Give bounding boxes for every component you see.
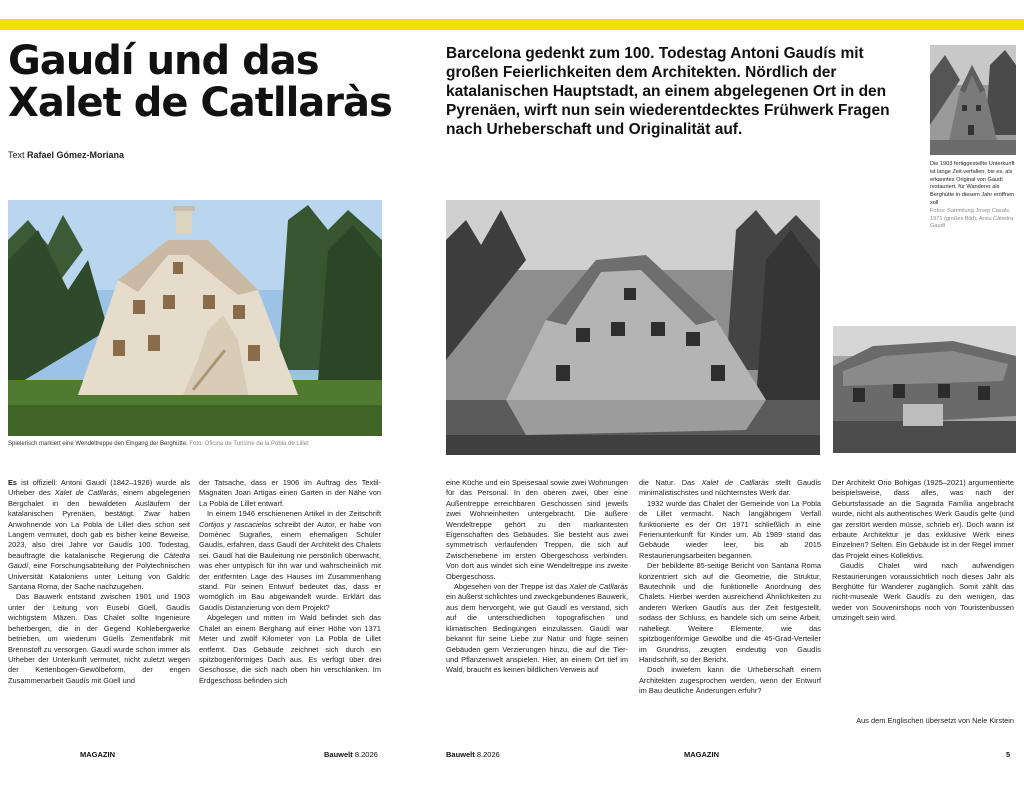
body-column-1 xyxy=(8,478,190,730)
paragraph: Gaudís Chalet wird nach aufwendigen Restaurierungen voraussichtlich noch dieses Jahr als Berghütte für Wanderer zugänglich. Somit zählt das nicht-museale Werk Gaudís zu den wenigen, das weder von Souvenirshops noch von Touristenbussen umzingelt sein wird. xyxy=(832,561,1014,623)
paragraph: Der Architekt Orio Bohigas (1925–2021) argumentierte beispielsweise, dass alles, was nach der Geburtsfassade an die Sagrada Família angebracht wurde, nicht als authentisches Werk Gaudís gelte (und gar zerstört werden müsse, schrieb er). Doch wann ist erbaute Architektur je das exklusive Werk eines Einzelnen? Selten. Ein Gebäude ist in der Regel immer das Projekt eines Kollektivs. xyxy=(832,478,1014,560)
footer-section-left xyxy=(80,750,115,759)
body-column-4 xyxy=(639,478,821,730)
paragraph: der Tatsache, dass er 1906 im Auftrag des Textil-Magnaten Joan Artigas einen Garten in der Nähe von La Pobla de Lillet entwarf. xyxy=(199,478,381,508)
small-caption-text: Die 1903 fertiggestellte Unterkunft ist lange Zeit verfallen, bis es, als erkanntes Original von Gaudí restauriert, für Wanderer als Berghütte in diesem Jahr eröffnen soll xyxy=(930,161,1015,206)
text-run: schreibt der Autor, er habe von Domènec Sugrañes, einem ehemaligen Schüler Gaudís, erfahren, dass Gaudí der Architekt des Chalets sei. Gaudí hat die Bauleitung nie persönlich überwacht, was eher untypisch für ihn war und wahrscheinlich mit der entfernten Lage des Hauses im Zusammenhang stand. Für seinen Entwurf bedeutet das, dass er womöglich im Bau abgewandelt wurde. Erklärt das Gaudís Distanzierung von dem Projekt? xyxy=(199,519,381,612)
small-photo-caption xyxy=(930,161,1016,231)
text-run: die Natur. Das xyxy=(639,478,702,487)
chalet-ruin-photo-closeup xyxy=(833,326,1016,453)
paragraph: 1932 wurde das Chalet der Gemeinde von La Pobla de Lillet vermacht. Nach langjährigem Verfall funktionierte es der Ort 1971 schließlich in eine Ferienunterkunft für Kinder um. Ab 1989 stand das Gebäude wieder leer, bis ab 2015 Restaurierungsarbeiten begannen. xyxy=(639,498,821,560)
footer-issue-number: 8.2026 xyxy=(474,750,500,759)
text-run: Abgesehen von der Treppe ist das xyxy=(454,582,570,592)
paragraph: Doch inwiefern kann die Urheberschaft einem Architekten zugesprochen werden, wenn der Entwurf im Bau deutliche Änderungen erfuhr? xyxy=(639,665,821,696)
byline xyxy=(8,150,124,160)
text-run: ein äußerst schlichtes und zweckgebundenes Bauwerk, aus dem hervorgeht, wie gut Gaudí es verstand, sich auf die unterschiedlichen topografischen und klimatischen Bedingungen einzulassen. Gaudí war bekannt für seine Liebe zur Natur und fügte seinen Gebäuden gern Verzierungen hinzu, die auf die Tier- und Pflanzenwelt anspielen. Hier, an einem Ort tief im Wald, braucht es keinen bildlichen Verweis auf xyxy=(446,592,628,675)
footer-issue-number: 8.2026 xyxy=(352,750,378,759)
page-number-value: 5 xyxy=(1006,750,1011,759)
main-caption-text: Spielerisch markiert eine Wendeltreppe den Eingang der Berghütte. xyxy=(8,441,188,447)
translator-credit: Aus dem Englischen übersetzt von Nele Kirstein xyxy=(856,716,1014,725)
main-photo-caption xyxy=(8,441,382,447)
footer-issue-right xyxy=(446,750,500,759)
paragraph xyxy=(199,509,381,613)
footer-section-label: MAGAZIN xyxy=(684,750,719,759)
body-column-3 xyxy=(446,478,628,730)
text-run: ist offiziell: Antoni Gaudí (1842–1926) wurde als Urheber des xyxy=(8,478,190,498)
text-run: Cortijos y rascacielos xyxy=(199,519,272,529)
main-caption-credit: Foto: Oficina de Turisme de la Pobla de Lillet xyxy=(189,441,309,447)
page-number xyxy=(1006,750,1010,759)
text-run: , einem abgelegenen Bergchalet in den bewaldeten Ausläufern der katalanischen Pyrenäen, bestätigt. Zwar haben Anwohnende von La Pobla de Lillet dies schon seit Langem vermutet, doch gab es bisher keine Beweise. 2023, also drei Jahre vor Gaudís 100. Todestag, beauftragte die katalanische Regierung die xyxy=(8,488,190,560)
footer-section-right xyxy=(684,750,719,759)
chalet-ruin-photo-small xyxy=(930,45,1016,155)
paragraph xyxy=(8,478,190,592)
body-column-2 xyxy=(199,478,381,730)
text-run: stellt Gaudís minimalistischstes und nüchternstes Werk dar. xyxy=(639,478,821,498)
text-run: , eine Forschungsabteilung der Polytechnischen Universität Kataloniens unter Leitung von Galdric Santana Roma, der Sache nachzugehen. xyxy=(8,561,190,592)
byline-prefix: Text xyxy=(8,150,25,160)
author-name: Rafael Gómez-Moriana xyxy=(27,150,125,160)
text-run: Xalet de Catllaràs xyxy=(701,478,769,487)
small-caption-credit: Fotos: Sammlung Josep Casals, 1971 (großes Bild), Arxiu Càtedra Gaudí xyxy=(930,207,1014,230)
paragraph: Das Bauwerk entstand zwischen 1901 und 1903 unter der Leitung von Eusebi Güell, Gaudís wichtigstem Mäzen. Das Chalet sollte Ingenieure beherbergen, die in der Gegend Kohlebergwerke betrieben, um wiederum Güells Zementfabrik mit Brennstoff zu versorgen. Gaudí wurde schon immer als Urheber der Unterkunft vermutet, nicht zuletzt wegen der Kettenbogen-Gewölbeform, der engen Zusammenarbeit Gaudís mit Güell und xyxy=(8,592,190,685)
footer-issue-left xyxy=(324,750,378,759)
paragraph: eine Küche und ein Speisesaal sowie zwei Wohnungen für das Personal. In den oberen zwei, über eine Außentreppe erreichbaren Geschossen sind jeweils zwei Wohneinheiten untergebracht. Die äußere Wendeltreppe gehört zu den markantesten Eigenschaften des Gebäudes. Sie besteht aus zwei symmetrisch verlaufenden Treppen, die sich auf Zwischenebene im ersten Obergeschoss verbinden. Von dort aus windet sich eine Wendeltreppe ins zweite Obergeschoss. xyxy=(446,478,628,581)
text-run: In einem 1946 erschienenen Artikel in der Zeitschrift xyxy=(207,509,381,519)
footer-section-label: MAGAZIN xyxy=(80,750,115,759)
article-headline: Gaudí und das Xalet de Catllaràs xyxy=(8,38,392,126)
text-run: Xalet de Catllaràs xyxy=(54,488,117,498)
lead-word: Es xyxy=(8,478,18,487)
body-column-5 xyxy=(832,478,1014,698)
chalet-color-photo xyxy=(8,200,382,436)
paragraph xyxy=(639,478,821,499)
text-run: Càtedra Gaudí xyxy=(8,550,190,571)
chalet-historic-photo xyxy=(446,200,820,455)
paragraph: Abgelegen und mitten im Wald befindet sich das Chalet an einem Berghang auf einer Höhe von 1371 Meter und zwölf Kilometer von La Pobla de Lillet entfernt. Das Gebäude zeichnet sich durch ein spitzbogenförmiges Dach aus. Es verfügt über drei Geschosse, die sich nach oben hin verschlanken. Im Erdgeschoss befinden sich xyxy=(199,613,381,685)
text-run: Xalet de Catllaràs xyxy=(569,582,628,592)
accent-bar xyxy=(0,19,1024,30)
paragraph xyxy=(446,582,628,676)
footer-magazine-name: Bauwelt xyxy=(446,750,475,759)
footer-magazine-name: Bauwelt xyxy=(324,750,353,759)
article-lede: Barcelona gedenkt zum 100. Todestag Antoni Gaudís mit großen Feierlichkeiten dem Architekten. Nördlich der katalanischen Hauptstadt, an einem abgelegenen Ort in den Pyrenäen, wirft nun sein wiederentdecktes Frühwerk Fragen nach Urheberschaft und Originalität auf. xyxy=(446,45,890,138)
paragraph: Der bebilderte 85-seitige Bericht von Santana Roma konzentriert sich auf die Geometrie, die Struktur, Bautechnik und die funktionelle Anordnung des Chalets. Hierbei werden ausreichend Ähnlichkeiten zu anderen Werken Gaudís aus der Zeit festgestellt, sodass der Schluss, es handele sich um seine Arbeit, naheliegt. Weitere Elemente, wie das spitzbogenförmige Gewölbe und die 45-Grad-Verteiler im Grundriss, zeugten eindeutig von Gaudís Handschrift, so der Bericht. xyxy=(639,561,821,664)
